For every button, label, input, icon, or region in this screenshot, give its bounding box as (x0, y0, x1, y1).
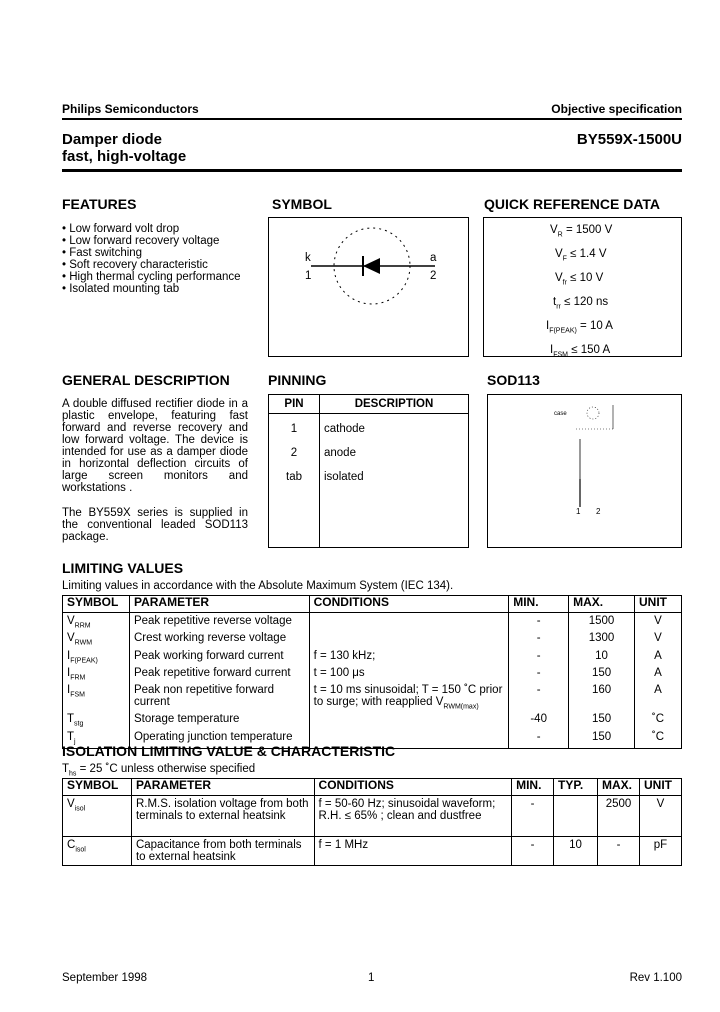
pin-description: isolated (324, 471, 364, 483)
col-header: UNIT (639, 779, 681, 796)
limiting-intro: Limiting values in accordance with the Absolute Maximum System (IEC 134). (62, 580, 454, 592)
general-paragraph-2: The BY559X series is supplied in the conventional leaded SOD113 package. (62, 507, 248, 543)
feature-item: • Fast switching (62, 247, 143, 259)
table-row: $T_{stg}$ Storage temperature -40 150 ˚C (63, 713, 682, 730)
col-header: SYMBOL (63, 596, 130, 613)
symbol-box (268, 217, 469, 357)
pin1-label: 1 (305, 270, 312, 282)
footer-page-number: 1 (368, 972, 375, 984)
general-heading: GENERAL DESCRIPTION (62, 372, 230, 388)
feature-item: • High thermal cycling performance (62, 271, 241, 283)
col-header: CONDITIONS (309, 596, 509, 613)
col-header: TYP. (554, 779, 598, 796)
title-line2: fast, high-voltage (62, 148, 187, 165)
part-number: BY559X-1500U (576, 131, 682, 148)
pin-number: tab (286, 471, 302, 483)
features-heading: FEATURES (62, 196, 137, 212)
feature-item: • Low forward volt drop (62, 223, 180, 235)
spec-status: Objective specification (551, 102, 682, 116)
general-paragraph-1: A double diffused rectifier diode in a plastic envelope, featuring fast forward and reverse recovery and low forward voltage. The device is intended for use as a damper diode in horizontal deflection circuits of large screen monitors and workstations . (62, 398, 248, 494)
table-row: $I_{F(PEAK)}$ Peak working forward current f = 130 kHz; - 10 A (63, 650, 682, 667)
table-row: $C_{isol}$ Capacitance from both terminals to external heatsink f = 1 MHz - 10 - pF (63, 837, 682, 866)
pinning-table (268, 394, 469, 548)
pin-number: 2 (290, 447, 298, 459)
col-header: MAX. (569, 596, 635, 613)
title-rule (62, 169, 682, 172)
table-header-row (63, 596, 682, 613)
sod-heading: SOD113 (487, 372, 540, 388)
feature-item: • Soft recovery characteristic (62, 259, 208, 271)
col-header: MIN. (509, 596, 569, 613)
package-box (487, 394, 682, 548)
footer-date: September 1998 (62, 972, 148, 984)
limiting-heading: LIMITING VALUES (62, 560, 184, 576)
qrd-row: $t_{rr} \le 120$ ns (553, 296, 609, 311)
title-line1: Damper diode (62, 131, 163, 148)
isolation-heading: ISOLATION LIMITING VALUE & CHARACTERISTIC (62, 743, 396, 759)
col-header: PARAMETER (129, 596, 309, 613)
package-pin2-label: 2 (596, 507, 601, 516)
pin-number: 1 (290, 423, 298, 435)
limiting-table (62, 595, 682, 749)
col-header: CONDITIONS (314, 779, 512, 796)
table-row: $I_{FSM}$ Peak non repetitive forward current t = 10 ms sinusoidal; T = 150 ˚C prior to surge; with reapplied $V_{RWM(max)}$ - 160 A (63, 684, 682, 713)
isolation-note: $T_{hs} = 25$ ˚C unless otherwise specified (62, 763, 256, 778)
pin-description: anode (324, 447, 356, 459)
pin-description: cathode (324, 423, 365, 435)
col-header: SYMBOL (63, 779, 132, 796)
table-row: $T_j$ Operating junction temperature - 150 ˚C (63, 731, 682, 749)
qrd-row: $V_{fr} \le 10$ V (555, 272, 604, 287)
features-list (62, 223, 241, 295)
qrd-row: $V_F \le 1.4$ V (555, 248, 607, 263)
table-header-row (63, 779, 682, 796)
table-row: $V_{RWM}$ Crest working reverse voltage - 1300 V (63, 632, 682, 649)
anode-label: a (430, 252, 437, 264)
feature-item: • Isolated mounting tab (62, 283, 180, 295)
col-header: MIN. (512, 779, 554, 796)
case-label: case (554, 411, 567, 417)
package-pin1-label: 1 (576, 507, 581, 516)
qrd-row: $I_{FSM} \le 150$ A (550, 344, 611, 359)
symbol-heading: SYMBOL (272, 196, 332, 212)
col-header: UNIT (635, 596, 682, 613)
company-name: Philips Semiconductors (62, 102, 199, 116)
diode-symbol-icon (269, 218, 468, 356)
cathode-label: k (305, 252, 311, 264)
qrd-box (483, 217, 682, 357)
qrd-row: $V_R = 1500$ V (550, 224, 613, 239)
table-row: $I_{FRM}$ Peak repetitive forward current t = 100 μs - 150 A (63, 667, 682, 684)
pinning-heading: PINNING (268, 372, 327, 388)
pin2-label: 2 (430, 270, 437, 282)
qrd-row: $I_{F(PEAK)} = 10$ A (546, 320, 613, 335)
footer-revision: Rev 1.100 (629, 972, 682, 984)
isolation-table (62, 778, 682, 866)
col-header: PARAMETER (131, 779, 314, 796)
package-outline-icon (488, 395, 681, 547)
col-header: MAX. (598, 779, 640, 796)
header-rule (62, 118, 682, 120)
pin-col-header: PIN (284, 398, 304, 410)
desc-col-header: DESCRIPTION (354, 398, 434, 410)
qrd-heading: QUICK REFERENCE DATA (484, 196, 661, 212)
table-row: $V_{isol}$ R.M.S. isolation voltage from both terminals to external heatsink f = 50-60 Hz; sinusoidal waveform; R.H. ≤ 65% ; clean and dustfree - 2500 V (63, 796, 682, 837)
feature-item: • Low forward recovery voltage (62, 235, 220, 247)
table-row: $V_{RRM}$ Peak repetitive reverse voltage - 1500 V (63, 613, 682, 633)
